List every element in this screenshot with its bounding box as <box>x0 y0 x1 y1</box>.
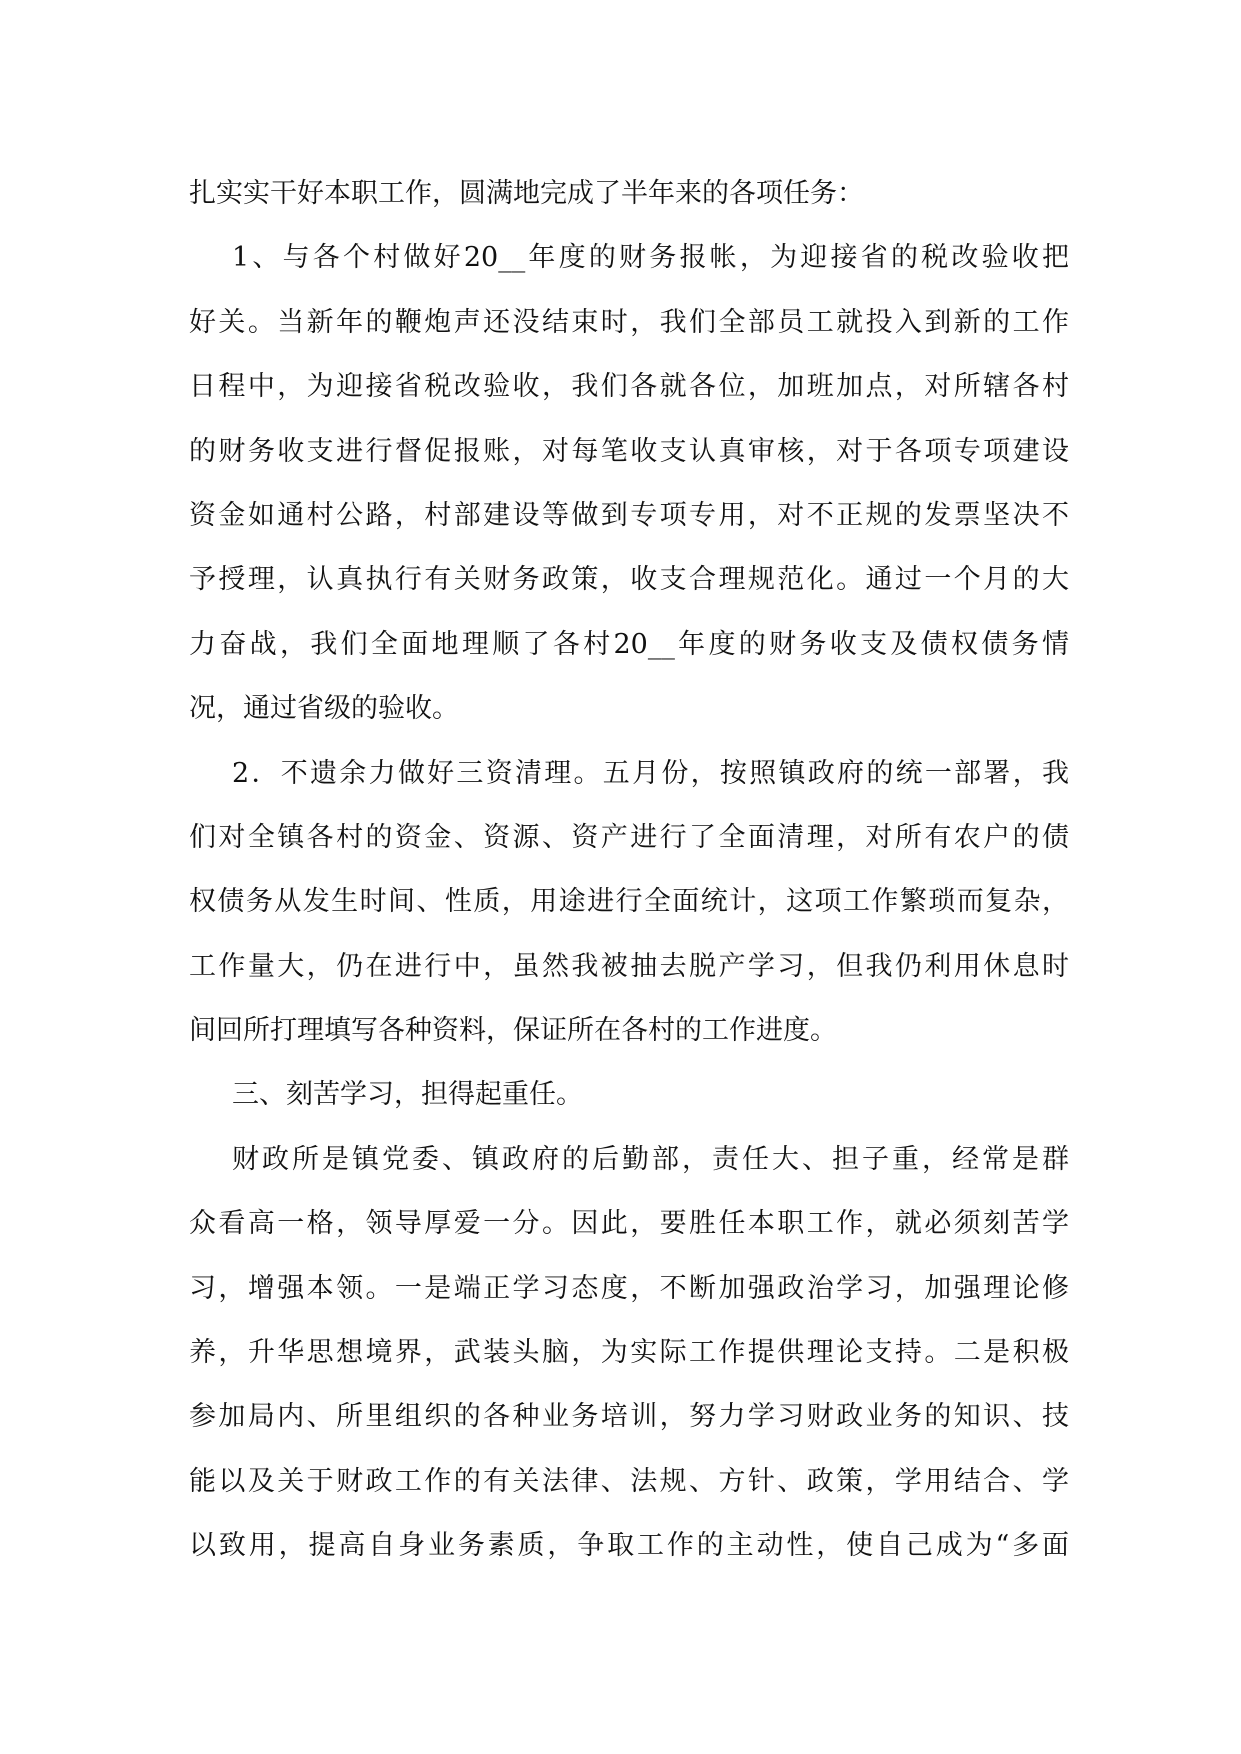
text-line: 参加局内、所里组织的各种业务培训，努力学习财政业务的知识、技 <box>189 1401 1069 1433</box>
text-line: 权债务从发生时间、性质，用途进行全面统计，这项工作繁琐而复杂， <box>189 886 1069 918</box>
paragraph-start-line: 财政所是镇党委、镇政府的后勤部，责任大、担子重，经常是群 <box>232 1143 1069 1175</box>
text-line: 以致用，提高自身业务素质，争取工作的主动性，使自己成为“多面 <box>189 1530 1069 1562</box>
section-heading: 三、刻苦学习，担得起重任。 <box>232 1079 583 1111</box>
body-text <box>189 162 1069 1579</box>
text-line: 们对全镇各村的资金、资源、资产进行了全面清理，对所有农户的债 <box>189 821 1069 853</box>
text-line: 好关。当新年的鞭炮声还没结束时，我们全部员工就投入到新的工作 <box>189 306 1069 338</box>
paragraph-end-line: 间回所打理填写各种资料，保证所在各村的工作进度。 <box>189 1015 837 1047</box>
text-line: 养，升华思想境界，武装头脑，为实际工作提供理论支持。二是积极 <box>189 1337 1069 1369</box>
paragraph-start-line: 1、与各个村做好20__年度的财务报帐，为迎接省的税改验收把 <box>232 242 1069 274</box>
text-line: 予授理，认真执行有关财务政策，收支合理规范化。通过一个月的大 <box>189 564 1069 596</box>
text-line: 众看高一格，领导厚爱一分。因此，要胜任本职工作，就必须刻苦学 <box>189 1208 1069 1240</box>
text-line: 扎实实干好本职工作，圆满地完成了半年来的各项任务： <box>189 178 864 209</box>
text-line: 的财务收支进行督促报账，对每笔收支认真审核，对于各项专项建设 <box>189 435 1069 467</box>
text-line: 日程中，为迎接省税改验收，我们各就各位，加班加点，对所辖各村 <box>189 371 1069 403</box>
paragraph-start-line: 2．不遗余力做好三资清理。五月份，按照镇政府的统一部署，我 <box>232 757 1069 789</box>
text-line: 工作量大，仍在进行中，虽然我被抽去脱产学习，但我仍利用休息时 <box>189 950 1069 982</box>
text-line: 习，增强本领。一是端正学习态度，不断加强政治学习，加强理论修 <box>189 1272 1069 1304</box>
text-line: 资金如通村公路，村部建设等做到专项专用，对不正规的发票坚决不 <box>189 499 1069 531</box>
text-line: 能以及关于财政工作的有关法律、法规、方针、政策，学用结合、学 <box>189 1465 1069 1497</box>
text-line: 力奋战，我们全面地理顺了各村20__年度的财务收支及债权债务情 <box>189 628 1069 660</box>
paragraph-end-line: 况，通过省级的验收。 <box>189 693 459 725</box>
